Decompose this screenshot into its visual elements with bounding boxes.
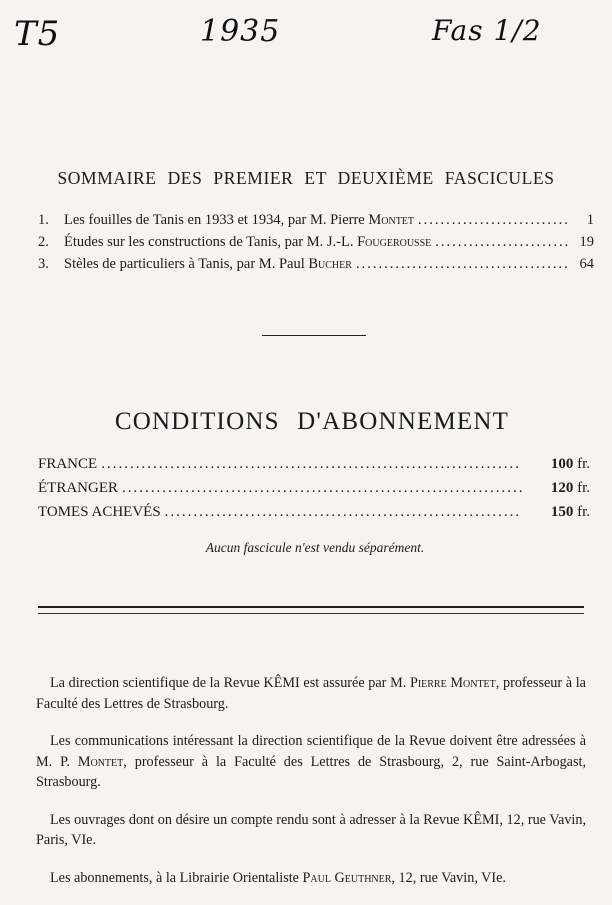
toc-page-number: 19 bbox=[579, 234, 594, 250]
price-row bbox=[38, 504, 590, 528]
price-value: 100 fr. bbox=[550, 456, 590, 472]
direction-paragraph: La direction scientifique de la Revue KÊMI est assurée par M. Pierre Montet, professeur à la Faculté des Lettres de Strasbourg. bbox=[36, 675, 586, 712]
table-of-contents bbox=[38, 212, 594, 278]
price-value: 120 fr. bbox=[550, 480, 590, 496]
price-row bbox=[38, 480, 590, 504]
price-row bbox=[38, 456, 590, 480]
dot-leader bbox=[418, 212, 568, 229]
price-value: 150 fr. bbox=[550, 504, 590, 520]
conditions-title: CONDITIONS D'ABONNEMENT bbox=[114, 408, 510, 435]
toc-entry bbox=[38, 234, 594, 256]
toc-entry bbox=[38, 212, 594, 234]
price-label: TOMES ACHEVÉS bbox=[38, 504, 161, 520]
sale-note: Aucun fascicule n'est vendu séparément. bbox=[205, 540, 425, 555]
toc-author: Bucher bbox=[308, 256, 352, 272]
handwritten-annotation-t5: T5 bbox=[14, 14, 61, 54]
toc-author: Fougerousse bbox=[357, 234, 432, 250]
toc-page-number: 1 bbox=[586, 212, 594, 228]
dot-leader bbox=[122, 480, 522, 497]
sommaire-title: SOMMAIRE DES PREMIER ET DEUXIÈME FASCICULES bbox=[57, 168, 555, 188]
dot-leader bbox=[356, 256, 568, 273]
price-list bbox=[38, 456, 590, 528]
handwritten-annotation-fascicule: Fas 1/2 bbox=[432, 14, 542, 47]
toc-entry bbox=[38, 256, 594, 278]
dot-leader bbox=[435, 234, 568, 251]
editorial-info bbox=[36, 673, 586, 905]
toc-page-number: 64 bbox=[579, 256, 594, 272]
toc-title: Études sur les constructions de Tanis, par M. J.-L. Fougerousse bbox=[64, 234, 432, 250]
price-label: FRANCE bbox=[38, 456, 98, 472]
toc-title: Les fouilles de Tanis en 1933 et 1934, par M. Pierre Montet bbox=[64, 212, 415, 228]
toc-number: 3. bbox=[38, 256, 49, 272]
double-divider bbox=[38, 606, 584, 614]
dot-leader bbox=[165, 504, 522, 521]
price-label: ÉTRANGER bbox=[38, 480, 118, 496]
toc-number: 1. bbox=[38, 212, 49, 228]
toc-author: Montet bbox=[368, 212, 415, 228]
toc-number: 2. bbox=[38, 234, 49, 250]
toc-title: Stèles de particuliers à Tanis, par M. Paul Bucher bbox=[64, 256, 352, 272]
communications-paragraph: Les communications intéressant la direction scientifique de la Revue doivent être adressées à M. P. Montet, professeur à la Faculté des Lettres de Strasbourg, 2, rue Saint-Arbogast, Strasbourg. bbox=[36, 733, 586, 790]
handwritten-annotation-year: 1935 bbox=[200, 14, 281, 49]
dot-leader bbox=[101, 456, 522, 473]
section-divider bbox=[262, 335, 366, 336]
reviews-paragraph: Les ouvrages dont on désire un compte rendu sont à adresser à la Revue KÊMI, 12, rue Vavin, Paris, VIe. bbox=[36, 811, 586, 848]
subscriptions-paragraph: Les abonnements, à la Librairie Orientaliste Paul Geuthner, 12, rue Vavin, VIe. bbox=[50, 869, 506, 886]
